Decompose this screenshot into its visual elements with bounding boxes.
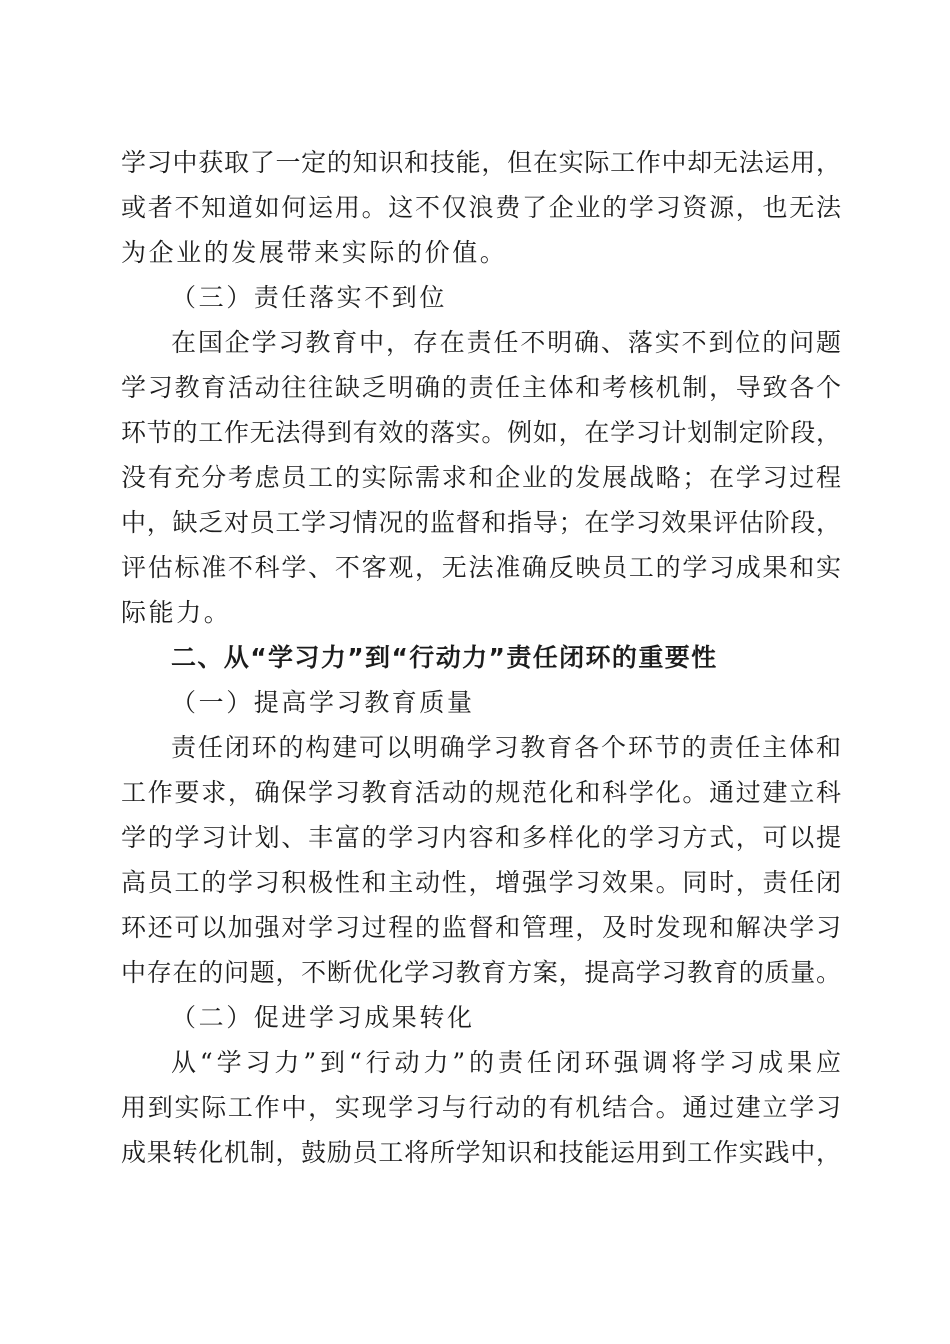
text-line: 高员工的学习积极性和主动性，增强学习效果。同时，责任闭 (121, 868, 841, 897)
section-subheading: （三）责任落实不到位 (171, 283, 448, 312)
text-line: 环节的工作无法得到有效的落实。例如，在学习计划制定阶段， (121, 418, 841, 447)
section-heading: 二、从“学习力”到“行动力”责任闭环的重要性 (171, 643, 718, 672)
text-line: 没有充分考虑员工的实际需求和企业的发展战略；在学习过程 (121, 463, 841, 492)
text-line: 学的学习计划、丰富的学习内容和多样化的学习方式，可以提 (121, 823, 841, 852)
text-line: 评估标准不科学、不客观，无法准确反映员工的学习成果和实 (121, 553, 841, 582)
text-line: 用到实际工作中，实现学习与行动的有机结合。通过建立学习 (121, 1093, 841, 1122)
section-subheading: （二）促进学习成果转化 (171, 1003, 475, 1032)
text-line: 环还可以加强对学习过程的监督和管理，及时发现和解决学习 (121, 913, 841, 942)
text-line: 际能力。 (121, 598, 232, 627)
text-line: 学习教育活动往往缺乏明确的责任主体和考核机制，导致各个 (121, 373, 841, 402)
text-line: 工作要求，确保学习教育活动的规范化和科学化。通过建立科 (121, 778, 841, 807)
text-line: 或者不知道如何运用。这不仅浪费了企业的学习资源，也无法 (121, 193, 841, 222)
text-line: 中存在的问题，不断优化学习教育方案，提高学习教育的质量。 (121, 958, 841, 987)
text-line: 成果转化机制，鼓励员工将所学知识和技能运用到工作实践中， (121, 1138, 841, 1167)
paragraph-first-line: 责任闭环的构建可以明确学习教育各个环节的责任主体和 (171, 733, 841, 762)
text-line: 学习中获取了一定的知识和技能，但在实际工作中却无法运用， (121, 148, 841, 177)
section-subheading: （一）提高学习教育质量 (171, 688, 475, 717)
paragraph-first-line: 在国企学习教育中，存在责任不明确、落实不到位的问题 (171, 328, 841, 357)
text-line: 中，缺乏对员工学习情况的监督和指导；在学习效果评估阶段， (121, 508, 841, 537)
paragraph-first-line: 从“学习力”到“行动力”的责任闭环强调将学习成果应 (171, 1048, 841, 1077)
text-line: 为企业的发展带来实际的价值。 (121, 238, 508, 267)
